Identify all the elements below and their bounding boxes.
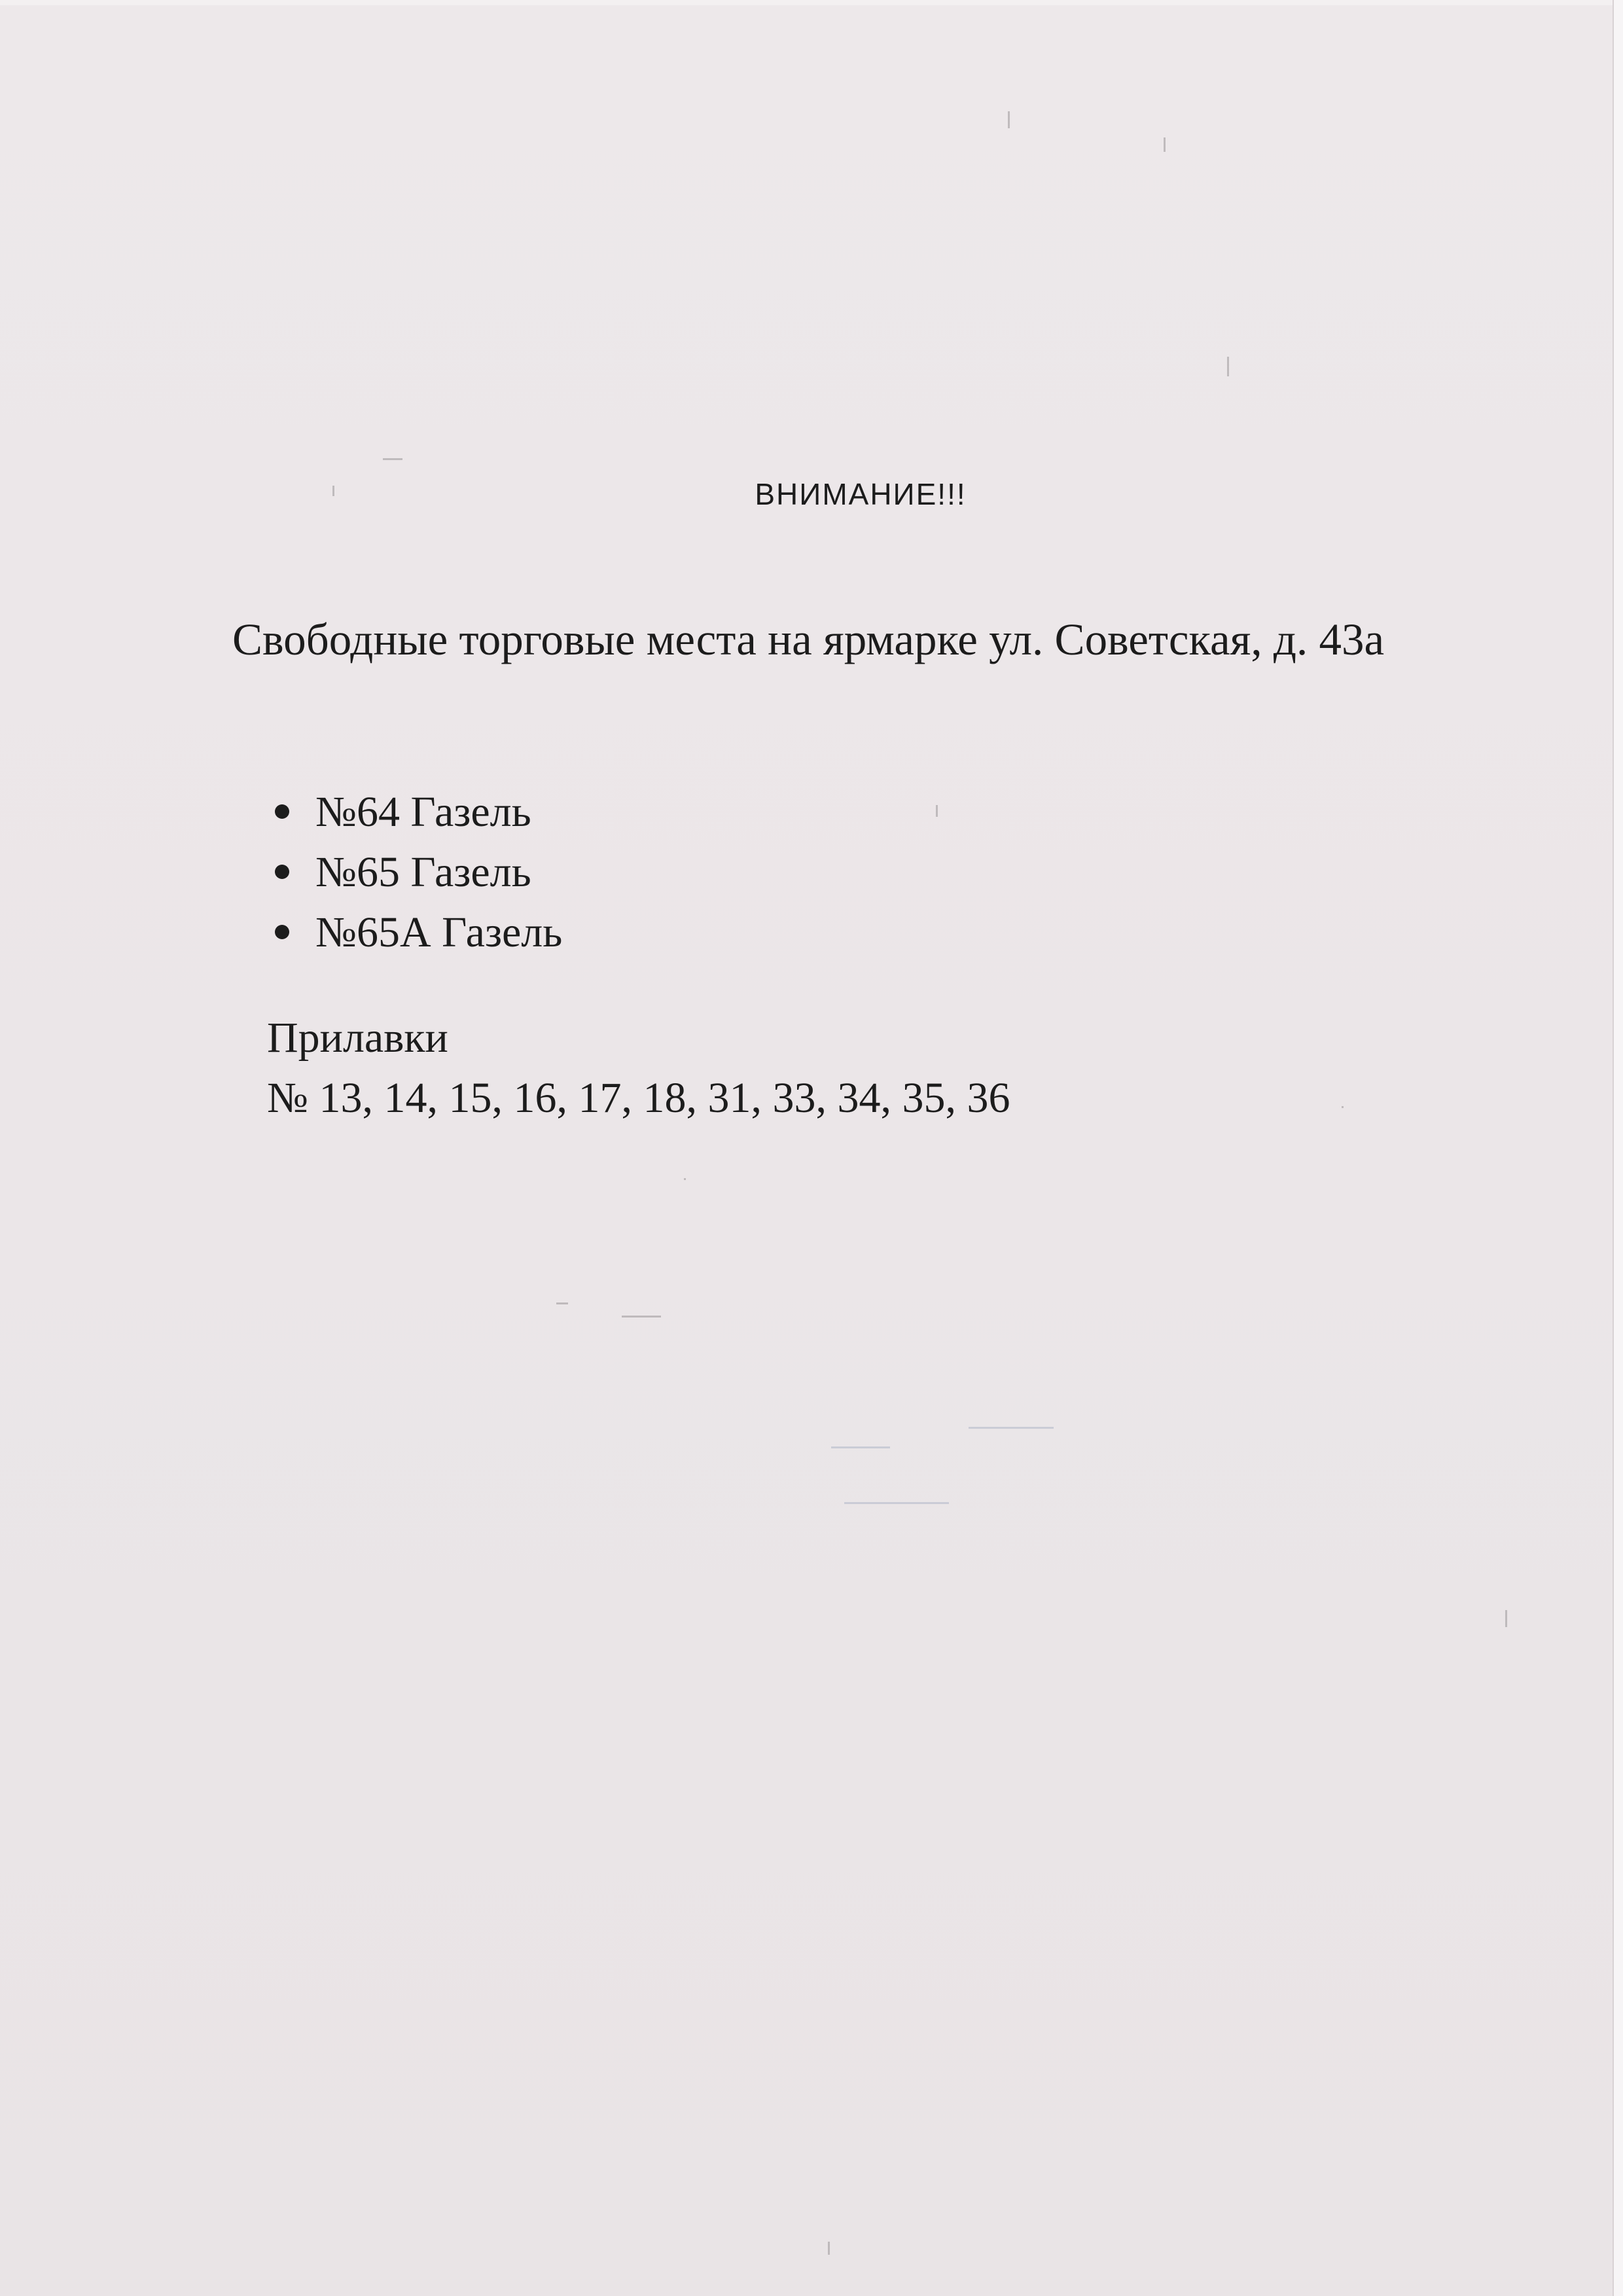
vehicle-place-label: №64 Газель [315, 788, 531, 836]
paper-speck [828, 2242, 830, 2255]
paper-right-edge [1613, 0, 1623, 2296]
paper-speck [1164, 137, 1166, 152]
list-item [267, 842, 562, 903]
counters-numbers: № 13, 14, 15, 16, 17, 18, 31, 33, 34, 35, 36 [267, 1074, 1010, 1122]
vehicle-places-list [267, 782, 562, 963]
ink-smudge [844, 1502, 949, 1504]
bullet-icon [275, 804, 289, 819]
paper-speck [1505, 1610, 1507, 1627]
paper-speck [1008, 111, 1010, 128]
bullet-icon [275, 865, 289, 879]
vehicle-place-label: №65 Газель [315, 848, 531, 896]
paper-speck [1342, 1106, 1344, 1108]
notice-title: ВНИМАНИЕ!!! [755, 477, 967, 511]
paper-top-edge [0, 0, 1623, 5]
counters-heading: Прилавки [267, 1014, 448, 1062]
paper-speck [936, 805, 938, 817]
ink-smudge [969, 1427, 1054, 1429]
paper-speck [622, 1316, 661, 1318]
ink-smudge [831, 1446, 890, 1448]
paper-speck [1227, 357, 1229, 376]
paper-speck [684, 1178, 686, 1180]
vehicle-place-label: №65А Газель [315, 908, 563, 956]
list-item [267, 903, 562, 963]
notice-subtitle: Свободные торговые места на ярмарке ул. Советская, д. 43а [232, 615, 1385, 664]
bullet-icon [275, 925, 289, 939]
list-item [267, 782, 562, 842]
paper-speck [556, 1302, 568, 1304]
paper-speck [383, 458, 402, 460]
